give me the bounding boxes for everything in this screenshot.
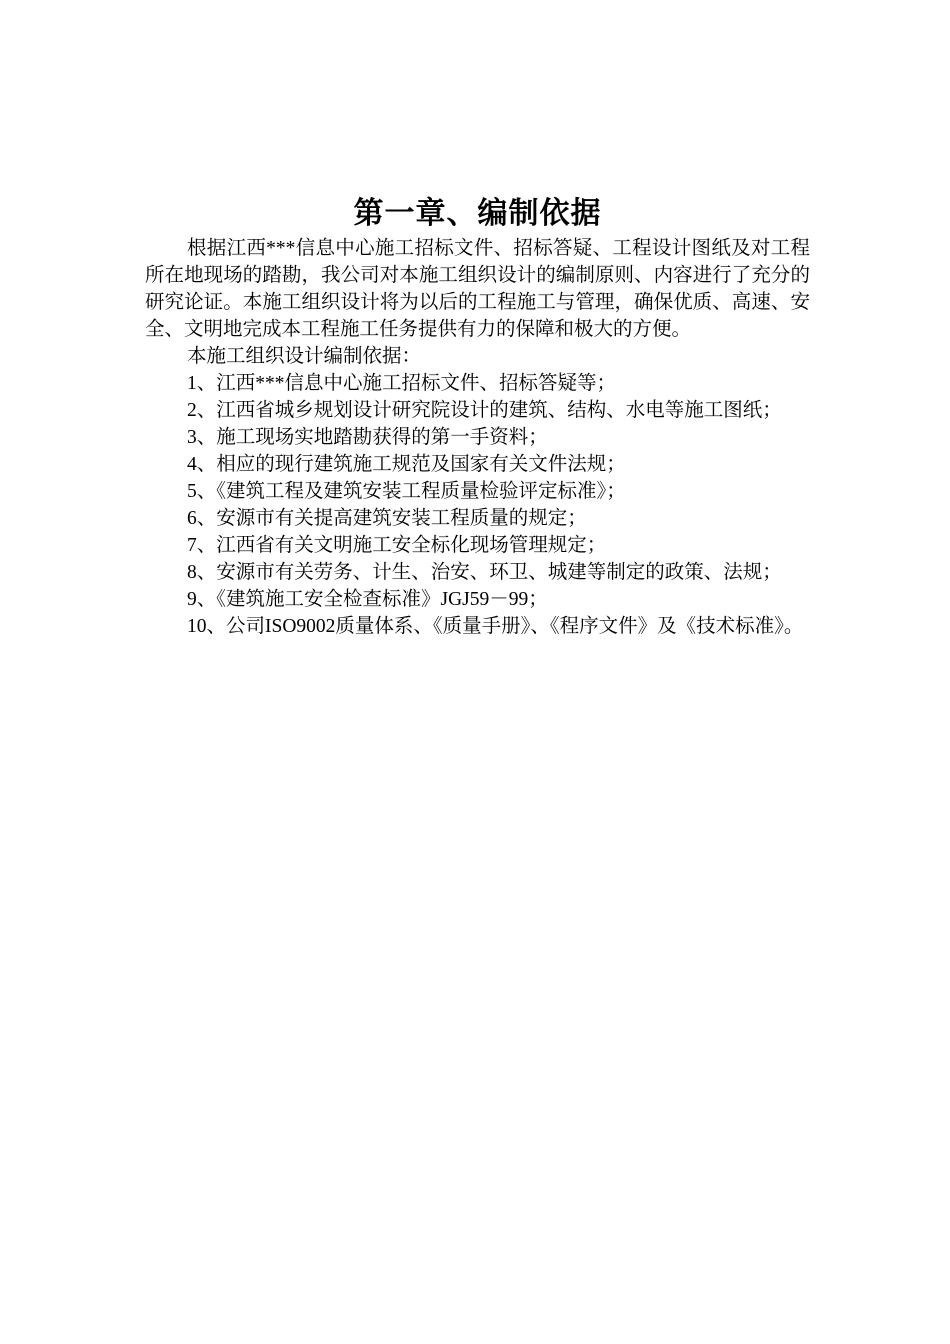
list-item: 5、《建筑工程及建筑安装工程质量检验评定标准》； [187,481,626,502]
list-item: 1、江西***信息中心施工招标文件、招标答疑等； [187,373,617,394]
intro-paragraph: 根据江西***信息中心施工招标文件、招标答疑、工程设计图纸及对工程所在地现场的踏勘，我公司对本施工组织设计的编制原则、内容进行了充分的研究论证。本施工组织设计将为以后的工程施工与管理，确保优质、高速、安全、文明地完成本工程施工任务提供有力的保障和极大的方便。 [145,238,810,340]
list-item: 8、安源市有关劳务、计生、治安、环卫、城建等制定的政策、法规； [187,562,782,583]
list-item: 3、施工现场实地踏勘获得的第一手资料； [187,427,548,448]
chapter-title: 第一章、编制依据 [353,196,602,232]
document-body [145,235,810,640]
list-item: 9、《建筑施工安全检查标准》JGJ59－99； [187,589,548,610]
list-item: 2、江西省城乡规划设计研究院设计的建筑、结构、水电等施工图纸； [187,400,782,421]
list-item: 10、公司ISO9002质量体系、《质量手册》、《程序文件》及《技术标准》。 [187,616,804,637]
list-item: 4、相应的现行建筑施工规范及国家有关文件法规； [187,454,626,475]
list-item: 6、安源市有关提高建筑安装工程质量的规定； [187,508,587,529]
basis-heading: 本施工组织设计编制依据： [187,346,422,367]
list-item: 7、江西省有关文明施工安全标化现场管理规定； [187,535,607,556]
